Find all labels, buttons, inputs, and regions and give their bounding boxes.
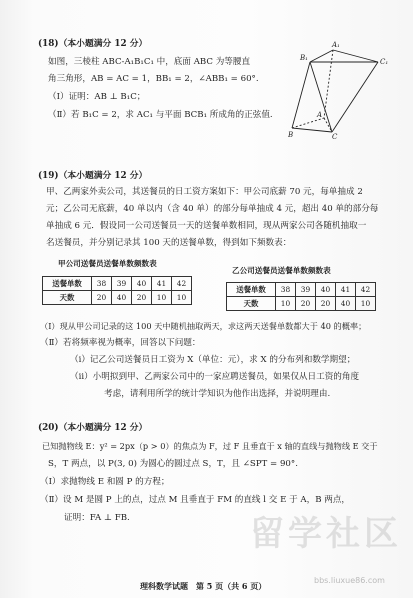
q19-line3: 单抽成 6 元．假设同一公司送餐员一天的送餐单数相同，现从两家公司各随机抽取一	[46, 221, 367, 231]
table-a-cell: 10	[172, 291, 192, 305]
q20-part2: （Ⅱ）设 M 是圆 P 上的点，过点 M 且垂直于 FM 的直线 l 交 E 于 A，B 两点，	[40, 495, 351, 505]
q20-part1: （Ⅰ）求抛物线 E 和圆 P 的方程；	[40, 477, 170, 487]
table-b-cell: 41	[336, 283, 356, 297]
watermark-logo: 留学社区	[250, 514, 402, 554]
table-a-cell: 42	[172, 277, 192, 291]
table-b-row2-label: 天数	[227, 297, 276, 311]
q19-line4: 名送餐员，并分别记录其 100 天的送餐单数，得到如下频数表：	[46, 238, 292, 248]
table-a	[42, 276, 192, 305]
table-b-cell: 10	[356, 297, 376, 311]
page-footer: 理科数学试题 第 5 页（共 6 页）	[140, 581, 267, 591]
table-a-cell: 39	[112, 277, 132, 291]
q18-line2: 角三角形，AB = AC = 1，BB₁ = 2，∠ABB₁ = 60°.	[48, 74, 259, 84]
q20-line2: S，T 两点，以 P(3, 0) 为圆心的圆过点 S，T，且 ∠SPT = 90°.	[48, 459, 298, 469]
q20-heading: (20)（本小题满分 12 分）	[38, 423, 148, 433]
table-a-cell: 40	[112, 291, 132, 305]
table-a-row1-label: 送餐单数	[43, 277, 92, 291]
label-B: B	[288, 131, 294, 139]
table-a-cell: 38	[92, 277, 112, 291]
label-B1: B₁	[300, 54, 308, 62]
table-b-cell: 40	[316, 283, 336, 297]
table-b-cell: 10	[276, 297, 296, 311]
q18-part1: （Ⅰ）证明：AB ⊥ B₁C；	[48, 92, 146, 102]
q18-heading: (18)（本小题满分 12 分）	[38, 39, 148, 49]
table-a-cell: 40	[132, 277, 152, 291]
q19-sub2a: （ⅱ）小明拟到甲、乙两家公司中的一家应聘送餐员，如果仅从日工资的角度	[70, 372, 360, 382]
table-b	[226, 282, 376, 311]
prism-figure	[288, 40, 398, 140]
table-b-row1-label: 送餐单数	[227, 283, 276, 297]
table-b-cell: 20	[316, 297, 336, 311]
q19-sub2b: 考虑，请利用所学的统计学知识为他作出选择，并说明理由.	[104, 389, 331, 399]
q20-line3: 证明：FA ⊥ FB.	[64, 513, 130, 523]
table-a-row2-label: 天数	[43, 291, 92, 305]
table-a-cell: 20	[92, 291, 112, 305]
table-b-cell: 40	[336, 297, 356, 311]
q19-part1: （Ⅰ）现从甲公司记录的这 100 天中随机抽取两天，求这两天送餐单数都大于 40 的概率；	[40, 321, 367, 331]
label-C: C	[332, 133, 338, 140]
q19-part2: （Ⅱ）若将频率视为概率，回答以下问题：	[40, 338, 201, 348]
table-b-cell: 38	[276, 283, 296, 297]
q19-line2: 元；乙公司无底薪，40 单以内（含 40 单）的部分每单抽成 4 元，超出 40 单的部分每	[46, 204, 379, 214]
q18-line1: 如图，三棱柱 ABC-A₁B₁C₁ 中，底面 ABC 为等腰直	[48, 57, 251, 67]
q19-line1: 甲、乙两家外卖公司，其送餐员的日工资方案如下：甲公司底薪 70 元，每单抽成 2	[46, 187, 363, 197]
watermark-url: bbs.liuxue86.com	[314, 576, 385, 585]
q18-part2: （Ⅱ）若 B₁C = 2，求 AC₁ 与平面 BCB₁ 所成角的正弦值.	[48, 110, 273, 120]
table-b-cell: 39	[296, 283, 316, 297]
table-a-cell: 10	[152, 291, 172, 305]
q20-line1: 已知抛物线 E：y² = 2px（p > 0）的焦点为 F，过 F 且垂直于 x 轴的直线与抛物线 E 交于	[42, 441, 378, 451]
table-b-cell: 42	[356, 283, 376, 297]
label-C1: C₁	[380, 58, 389, 66]
label-A1: A₁	[332, 41, 340, 49]
table-a-cell: 20	[132, 291, 152, 305]
q19-sub1: （ⅰ）记乙公司送餐员日工资为 X（单位：元），求 X 的分布列和数学期望；	[70, 355, 356, 365]
table-a-cell: 41	[152, 277, 172, 291]
table-b-cell: 20	[296, 297, 316, 311]
q19-heading: (19)（本小题满分 12 分）	[38, 171, 148, 181]
table-b-caption: 乙公司送餐员送餐单数频数表	[232, 266, 331, 275]
table-a-caption: 甲公司送餐员送餐单数频数表	[58, 259, 157, 268]
label-A: A	[317, 111, 323, 119]
